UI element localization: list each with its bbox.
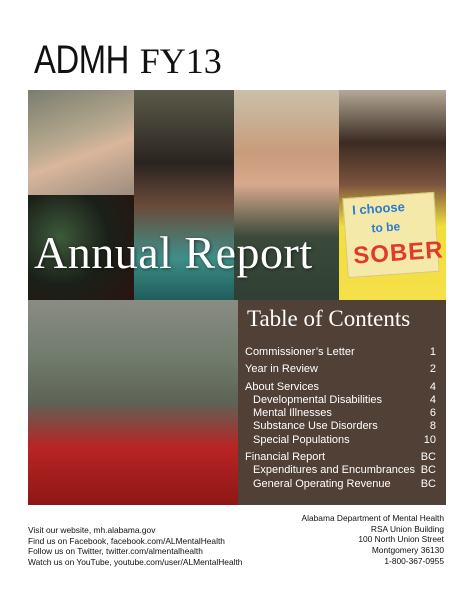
toc-item-page: BC: [420, 451, 436, 464]
toc-item-expenditures[interactable]: [245, 464, 440, 477]
title-prefix: ADMH: [34, 38, 129, 82]
building-name: RSA Union Building: [370, 523, 444, 534]
toc-item-operating-revenue[interactable]: [245, 478, 440, 491]
toc-item-page: 4: [429, 393, 436, 406]
toc-item-label: Developmental Disabilities: [253, 393, 383, 406]
photo-young-man-glasses: [28, 90, 134, 195]
toc-item-page: BC: [420, 477, 436, 490]
toc-item-label: Financial Report: [245, 451, 326, 464]
org-name: Alabama Department of Mental Health: [301, 513, 444, 523]
toc-item-label: Year in Review: [245, 363, 318, 376]
toc-item-label: Commissioner’s Letter: [245, 346, 355, 358]
toc-item-page: 2: [429, 363, 436, 376]
toc-item-page: 1: [429, 346, 436, 358]
title-year: FY13: [139, 41, 222, 81]
city-zip: Montgomery 36130: [371, 545, 444, 556]
toc-item-about-services[interactable]: [245, 381, 440, 394]
toc-item-year-in-review[interactable]: [245, 363, 440, 376]
toc-item-page: 4: [429, 380, 436, 393]
phone-number: 1-800-367-0955: [384, 555, 444, 566]
toc-item-page: 8: [429, 420, 436, 433]
toc-item-page: BC: [420, 464, 436, 477]
toc-item-page: 6: [429, 407, 436, 420]
sign-line-1: I choose: [351, 198, 406, 218]
footer-address: [302, 513, 444, 567]
toc-item-page: 10: [423, 433, 436, 446]
cover-heading: Annual Report: [34, 227, 313, 278]
toc-item-label: Expenditures and Encumbrances: [253, 464, 416, 477]
toc-item-label: Substance Use Disorders: [253, 420, 378, 433]
toc-item-label: General Operating Revenue: [253, 477, 391, 490]
toc-item-label: Mental Illnesses: [253, 407, 332, 420]
facebook-link[interactable]: Find us on Facebook, facebook.com/ALMentalHealth: [28, 535, 225, 546]
youtube-link[interactable]: Watch us on YouTube, youtube.com/user/ALMentalHealth: [28, 557, 243, 568]
website-link[interactable]: Visit our website, mh.alabama.gov: [28, 525, 156, 535]
sober-sign: [342, 192, 445, 278]
footer-contact-links: [28, 525, 242, 568]
toc-item-label: About Services: [245, 380, 319, 393]
sign-line-2: to be: [370, 219, 401, 236]
sign-line-3: SOBER: [352, 236, 445, 270]
twitter-link[interactable]: Follow us on Twitter, twitter.com/almentalhealth: [28, 546, 203, 557]
toc-item-special-populations[interactable]: [245, 434, 440, 447]
toc-item-label: Special Populations: [253, 433, 350, 446]
document-title: [34, 38, 222, 86]
table-of-contents: [238, 300, 446, 505]
toc-item-substance-use-disorders[interactable]: [245, 420, 440, 433]
photo-soldiers-flag: [28, 300, 238, 505]
toc-item-developmental-disabilities[interactable]: [245, 394, 440, 407]
toc-item-mental-illnesses[interactable]: [245, 407, 440, 420]
toc-item-commissioners-letter[interactable]: [245, 346, 440, 359]
toc-item-financial-report[interactable]: [245, 451, 440, 464]
toc-title: Table of Contents: [247, 306, 411, 331]
street-address: 100 North Union Street: [358, 534, 444, 545]
